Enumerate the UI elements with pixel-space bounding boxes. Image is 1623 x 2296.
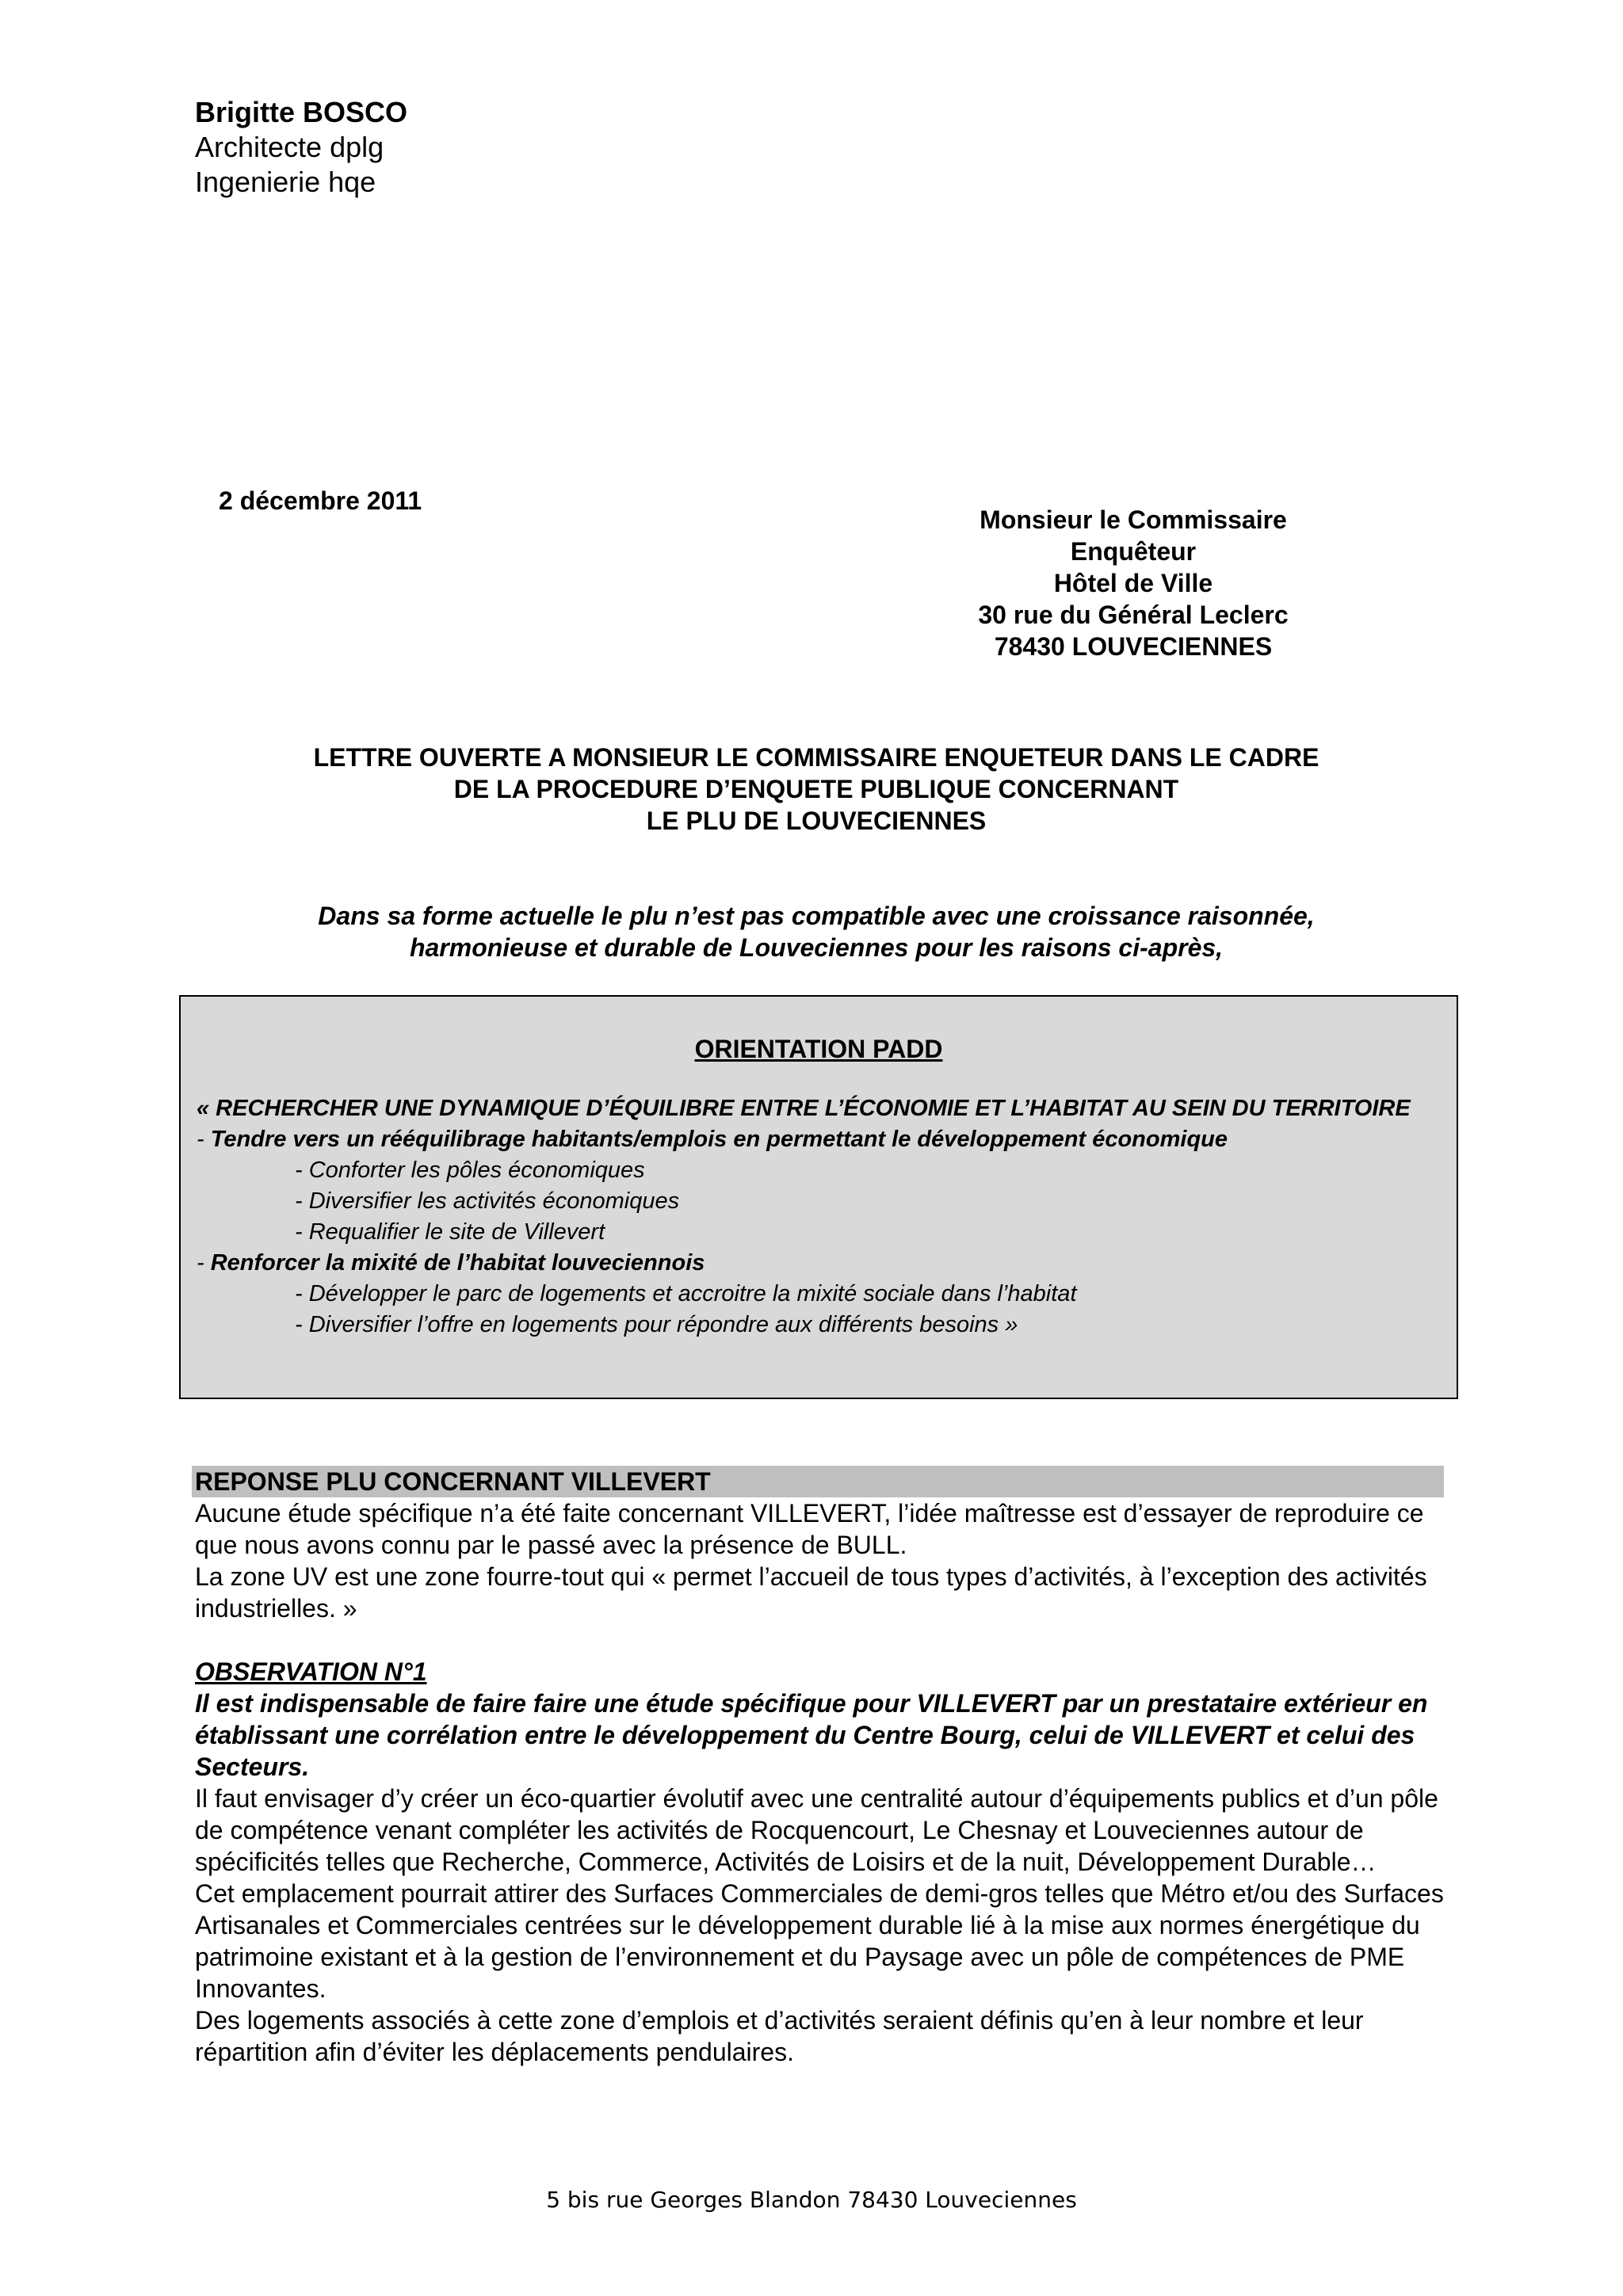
observation-paragraph: Il faut envisager d’y créer un éco-quartier évolutif avec une centralité autour d’équipements publics et d’un pôle de compétence venant compléter les activités de Rocquencourt, Le Chesnay et Louveciennes autour de spécificités telles que Recherche, Commerce, Activités de Loisirs et de la nuit, Développement Durable… — [195, 1784, 1438, 1876]
letter-title — [182, 742, 1450, 837]
footer-address: 5 bis rue Georges Blandon 78430 Louveciennes — [546, 2187, 1077, 2213]
intro-statement — [182, 900, 1450, 963]
recipient-line: 30 rue du Général Leclerc — [978, 601, 1289, 629]
padd-orientation-box — [179, 995, 1458, 1399]
sender-name: Brigitte BOSCO — [195, 96, 408, 128]
box-subitem: - Diversifier l’offre en logements pour répondre aux différents besoins » — [295, 1312, 1018, 1337]
title-line: DE LA PROCEDURE D’ENQUETE PUBLIQUE CONCERNANT — [453, 775, 1179, 803]
recipient-line: 78430 LOUVECIENNES — [994, 632, 1273, 661]
box-title: ORIENTATION PADD — [694, 1035, 943, 1063]
recipient-line: Enquêteur — [1070, 537, 1197, 566]
observation-title: OBSERVATION N°1 — [195, 1657, 427, 1686]
recipient-address — [919, 504, 1347, 662]
observation-section — [195, 1656, 1447, 2068]
title-line: LETTRE OUVERTE A MONSIEUR LE COMMISSAIRE ENQUETEUR DANS LE CADRE — [313, 743, 1319, 772]
dash: - — [197, 1250, 211, 1276]
intro-line: Dans sa forme actuelle le plu n’est pas compatible avec une croissance raisonnée, — [318, 902, 1315, 930]
box-item-label: Renforcer la mixité de l’habitat louveciennois — [210, 1250, 705, 1276]
box-subitem: - Développer le parc de logements et accroitre la mixité sociale dans l’habitat — [295, 1281, 1077, 1306]
box-subitem: - Requalifier le site de Villevert — [295, 1219, 605, 1245]
recipient-line: Monsieur le Commissaire — [980, 505, 1287, 534]
observation-statement: Il est indispensable de faire faire une étude spécifique pour VILLEVERT par un prestataire extérieur en établissant une corrélation entre le développement du Centre Bourg, celui de VILLEVERT et celui des Secteurs. — [195, 1689, 1428, 1781]
title-line: LE PLU DE LOUVECIENNES — [646, 807, 987, 835]
reponse-paragraph: La zone UV est une zone fourre-tout qui « permet l’accueil de tous types d’activités, à l’exception des activités industrielles. » — [195, 1562, 1427, 1623]
box-item-label: Tendre vers un rééquilibrage habitants/emplois en permettant le développement économique — [210, 1127, 1228, 1152]
observation-paragraph: Cet emplacement pourrait attirer des Surfaces Commerciales de demi-gros telles que Métro et/ou des Surfaces Artisanales et Commerciales centrées sur le développement durable lié à la mise aux normes énergétique du patrimoine existant et à la gestion de l’environnement et du Paysage avec un pôle de compétences de PME Innovantes. — [195, 1879, 1444, 2003]
dash: - — [197, 1127, 211, 1152]
box-item — [197, 1124, 1449, 1155]
reponse-section — [195, 1497, 1447, 1624]
recipient-line: Hôtel de Ville — [1053, 569, 1213, 597]
box-body — [197, 1093, 1449, 1341]
intro-line: harmonieuse et durable de Louveciennes pour les raisons ci-après, — [409, 933, 1224, 962]
sender-block — [195, 95, 407, 200]
box-item — [197, 1248, 1449, 1279]
reponse-paragraph: Aucune étude spécifique n’a été faite concernant VILLEVERT, l’idée maîtresse est d’essayer de reproduire ce que nous avons connu par le passé avec la présence de BULL. — [195, 1499, 1424, 1559]
sender-specialty: Ingenierie hqe — [195, 166, 376, 198]
observation-paragraph: Des logements associés à cette zone d’emplois et d’activités seraient définis qu’en à leur nombre et leur répartition afin d’éviter les déplacements pendulaires. — [195, 2006, 1364, 2066]
sender-title: Architecte dplg — [195, 131, 384, 163]
letter-date: 2 décembre 2011 — [219, 486, 422, 515]
reponse-heading: REPONSE PLU CONCERNANT VILLEVERT — [192, 1466, 1444, 1497]
box-heading: « RECHERCHER UNE DYNAMIQUE D’ÉQUILIBRE ENTRE L’ÉCONOMIE ET L’HABITAT AU SEIN DU TERRITOIRE — [197, 1096, 1411, 1121]
box-subitem: - Diversifier les activités économiques — [295, 1188, 680, 1214]
box-subitem: - Conforter les pôles économiques — [295, 1158, 645, 1183]
